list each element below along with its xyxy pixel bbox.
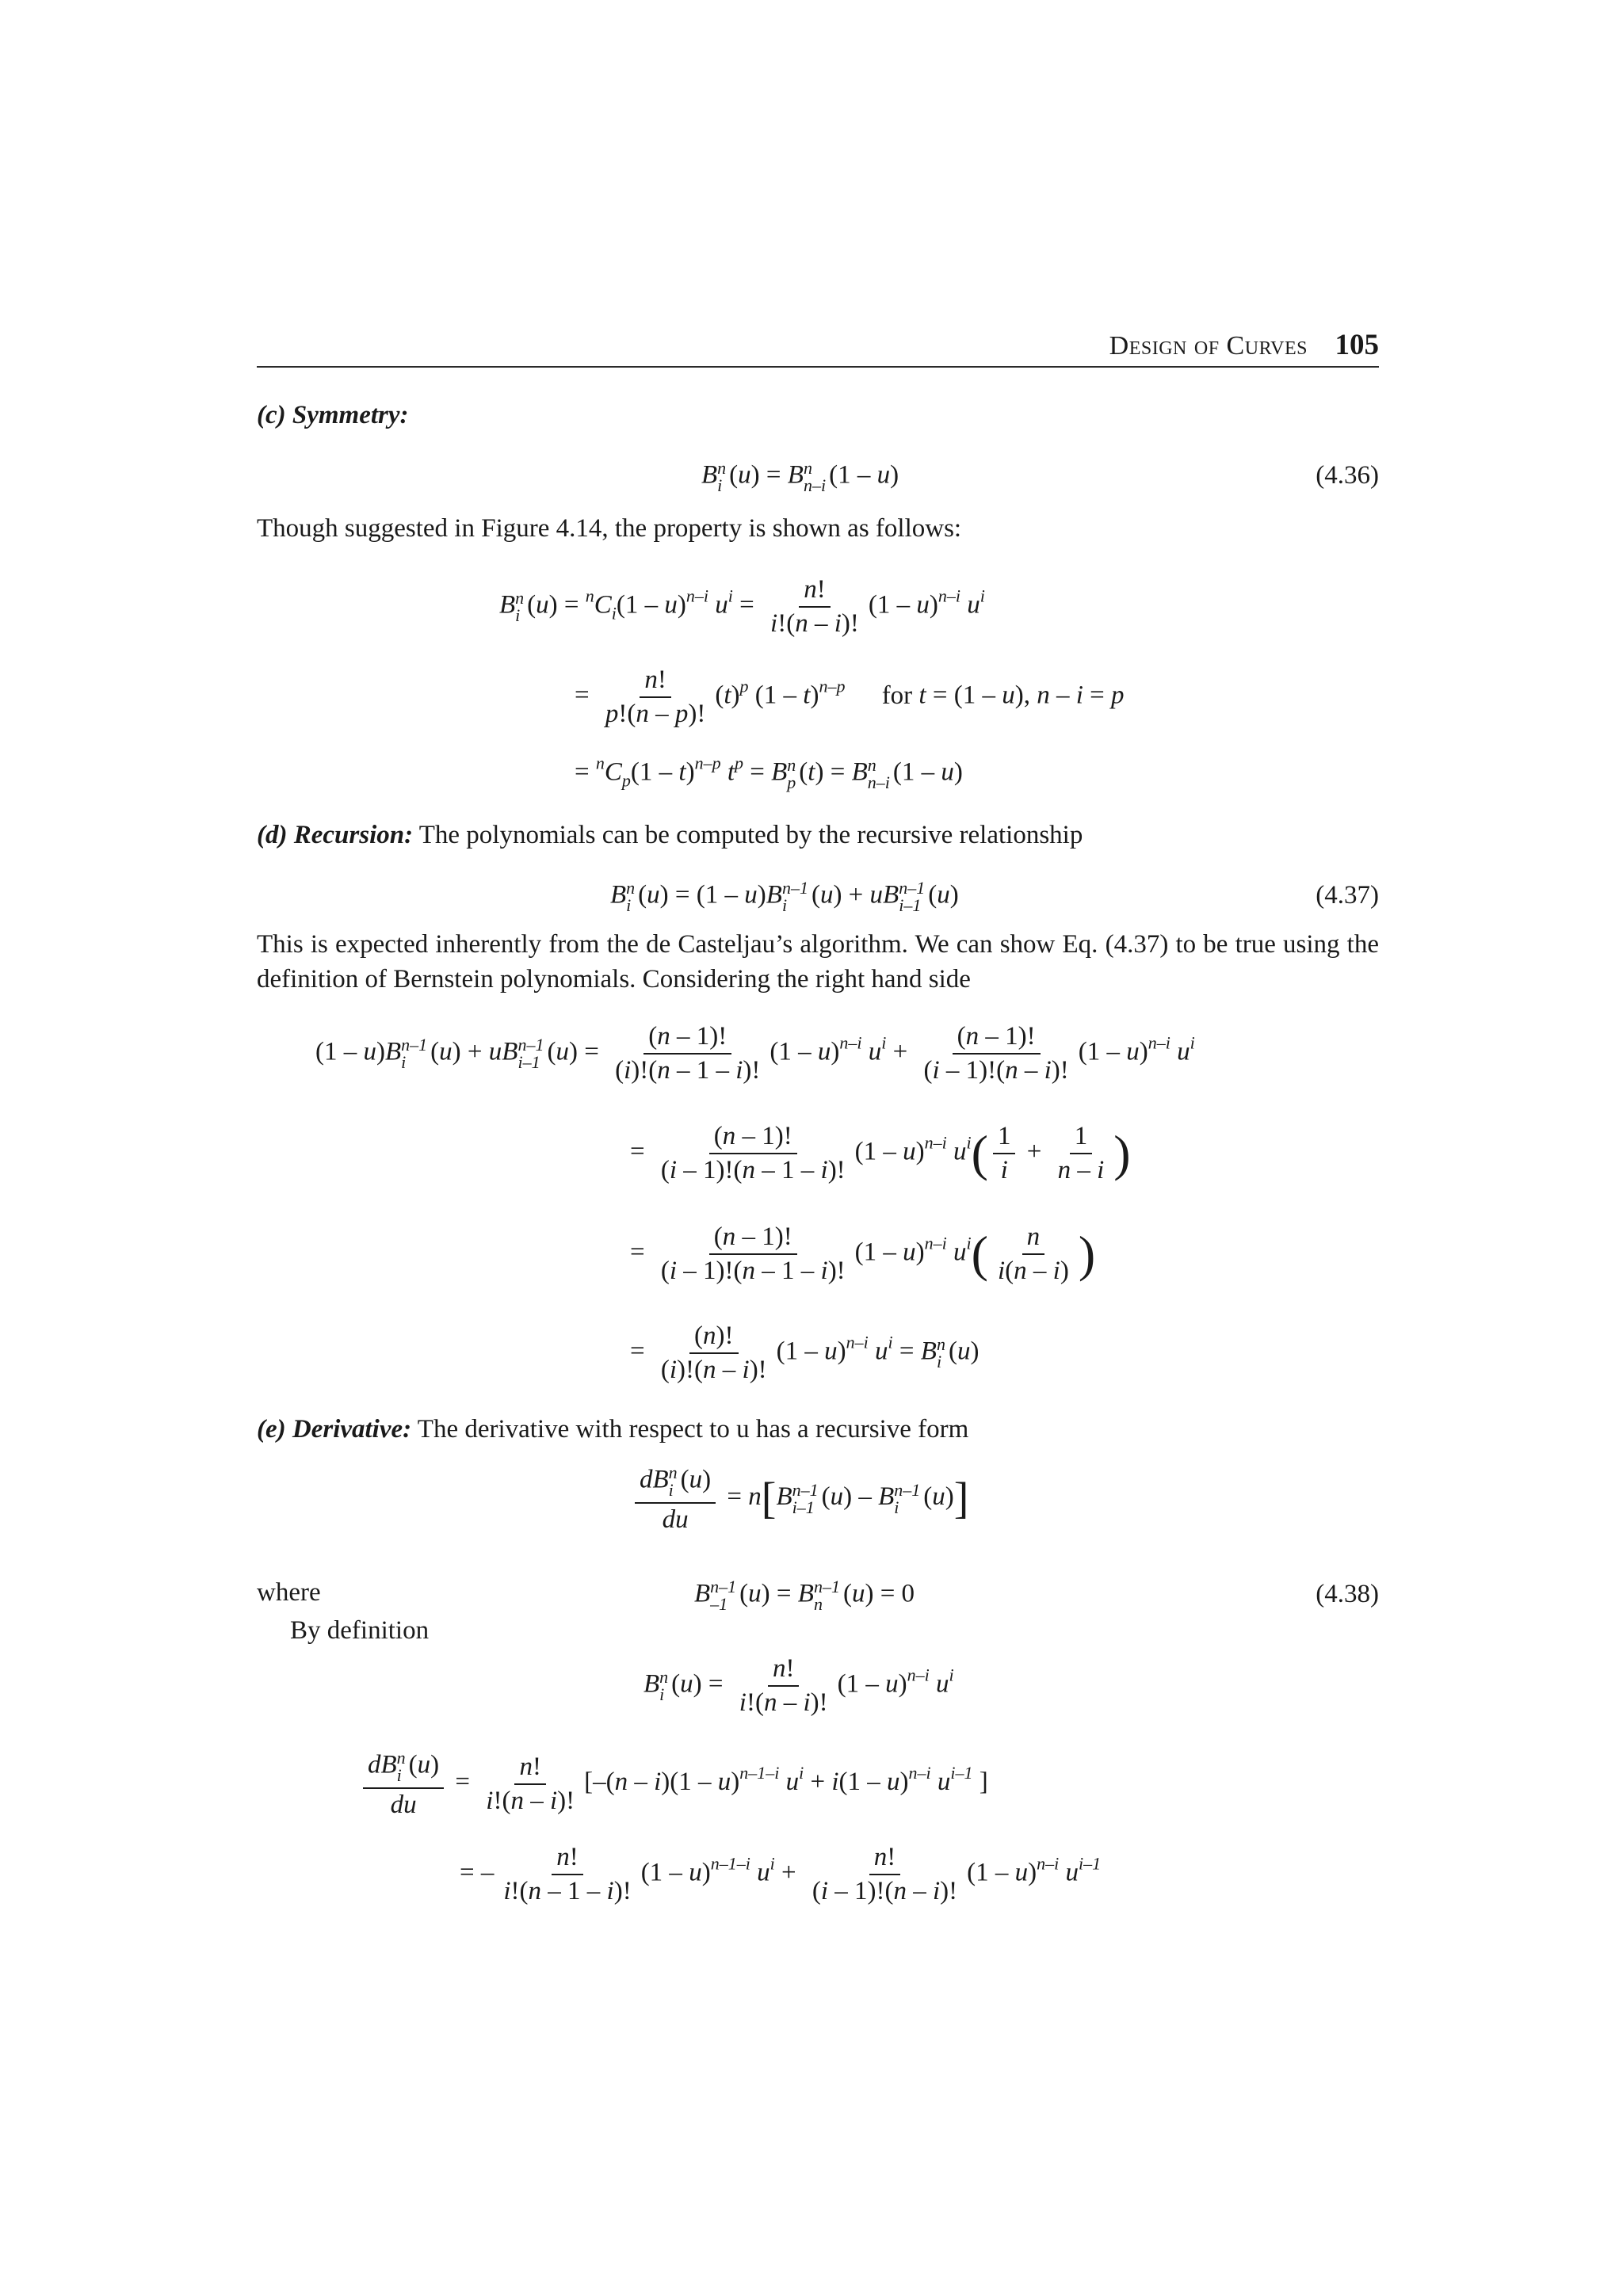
- running-header: [257, 326, 1379, 368]
- recursion-proof-line-1: (1 – u)B n–1 i (u) + uB n–1 i–1 (u) = $\frac{(n - 1)!}{(i)!(n - 1 - i)!}$ (1 – u)$^{n-i}$ $u^i$ + $\frac{(n - 1)!}{(i - 1)!(n - i)!}$ (1 – u)$^{n-i}$ $u^i$: [315, 1022, 1195, 1085]
- equation-number-4-37: (4.37): [1316, 881, 1379, 910]
- derivative-paragraph: [257, 1412, 1379, 1447]
- symmetry-intro-paragraph: Though suggested in Figure 4.14, the property is shown as follows:: [257, 514, 962, 543]
- page-number: 105: [1335, 329, 1379, 361]
- where-label: where: [257, 1578, 321, 1607]
- derivative-heading: (e) Derivative:: [257, 1415, 412, 1444]
- by-definition-label: By definition: [290, 1616, 430, 1645]
- derivative-text: The derivative with respect to u has a recursive form: [417, 1415, 969, 1444]
- symmetry-derivation-line-2: = $\frac{n!}{p!(n - p)!}$ $(t)^p$ (1 – t)$^{n-p}$ for t = (1 – u), n – i = p: [575, 666, 1125, 728]
- recursion-proof-line-4: = $\frac{(n)!}{(i)!(n - i)!}$ (1 – u)$^{n-i}$ $u^i = B$ n i (u): [630, 1322, 980, 1384]
- derivative-recursive-form: dB n i (u) du = n[B n–1 i–1 (u) – B n–1 i (u)]: [630, 1464, 968, 1533]
- derivative-expansion-line-1: dB n i (u) du = $\frac{n!}{i!(n - i)!}$ [–(n – i)(1 – u)$^{n-1-i}$ $u^i + i(1 - u)^{n-i}$ $u^{i-1}$ ]: [358, 1749, 988, 1818]
- derivative-expansion-line-2: = – $\frac{n!}{i!(n - 1 - i)!}$ (1 – u)$^{n-1-i}$ $u^i$ + $\frac{n!}{(i - 1)!(n - i)!}$ (1 – u)$^{n-i}$ $u^{i-1}$: [460, 1843, 1102, 1905]
- symmetry-derivation-line-3: = $^nC_p(1 - t)^{n-p}$ $t^p = B$ n p (t) = B n n–i (1 – u): [575, 753, 963, 792]
- recursion-proof-line-3: = $\frac{(n - 1)!}{(i - 1)!(n - 1 - i)!}$ (1 – u)$^{n-i}$ $u^i$( $\frac{n}{i(n - i)}$ ): [630, 1222, 1096, 1285]
- equation-4-38: B n–1 –1 (u) = B n–1 n (u) = 0: [694, 1577, 915, 1614]
- equation-4-37: B n i (u) = (1 – u)B n–1 i (u) + uB n–1 i–1 (u): [610, 878, 959, 915]
- symmetry-derivation-line-1: B n i $(u) = ^nC_i(1 - u)^{n-i}$ $u^i$ = $\frac{n!}{i!(n - i)!}$ (1 – u)$^{n-i}$ $u^i$: [499, 575, 985, 638]
- equation-number-4-36: (4.36): [1316, 461, 1379, 490]
- running-title: Design of Curves: [1109, 331, 1308, 360]
- recursion-proof-line-2: = $\frac{(n - 1)!}{(i - 1)!(n - 1 - i)!}$ (1 – u)$^{n-i}$ $u^i$( $\frac{1}{i}$ + $\frac{1}{n - i}$ ): [630, 1122, 1131, 1184]
- equation-number-4-38: (4.38): [1316, 1580, 1379, 1608]
- equation-4-36: B n i (u) = B n n–i (1 – u): [701, 458, 899, 495]
- recursion-explanation-paragraph: This is expected inherently from the de Casteljau’s algorithm. We can show Eq. (4.37) to be true using the definition of Bernstein polynomials. Considering the right hand side: [257, 930, 1379, 994]
- recursion-heading: (d) Recursion:: [257, 821, 414, 849]
- bernstein-definition: B n i (u) = $\frac{n!}{i!(n - i)!}$ (1 – u)$^{n-i}$ $u^i$: [643, 1654, 954, 1717]
- for-word: for: [881, 681, 913, 710]
- recursion-paragraph: [257, 818, 1379, 852]
- symmetry-heading: (c) Symmetry:: [257, 401, 409, 429]
- recursion-text: The polynomials can be computed by the recursive relationship: [418, 821, 1083, 849]
